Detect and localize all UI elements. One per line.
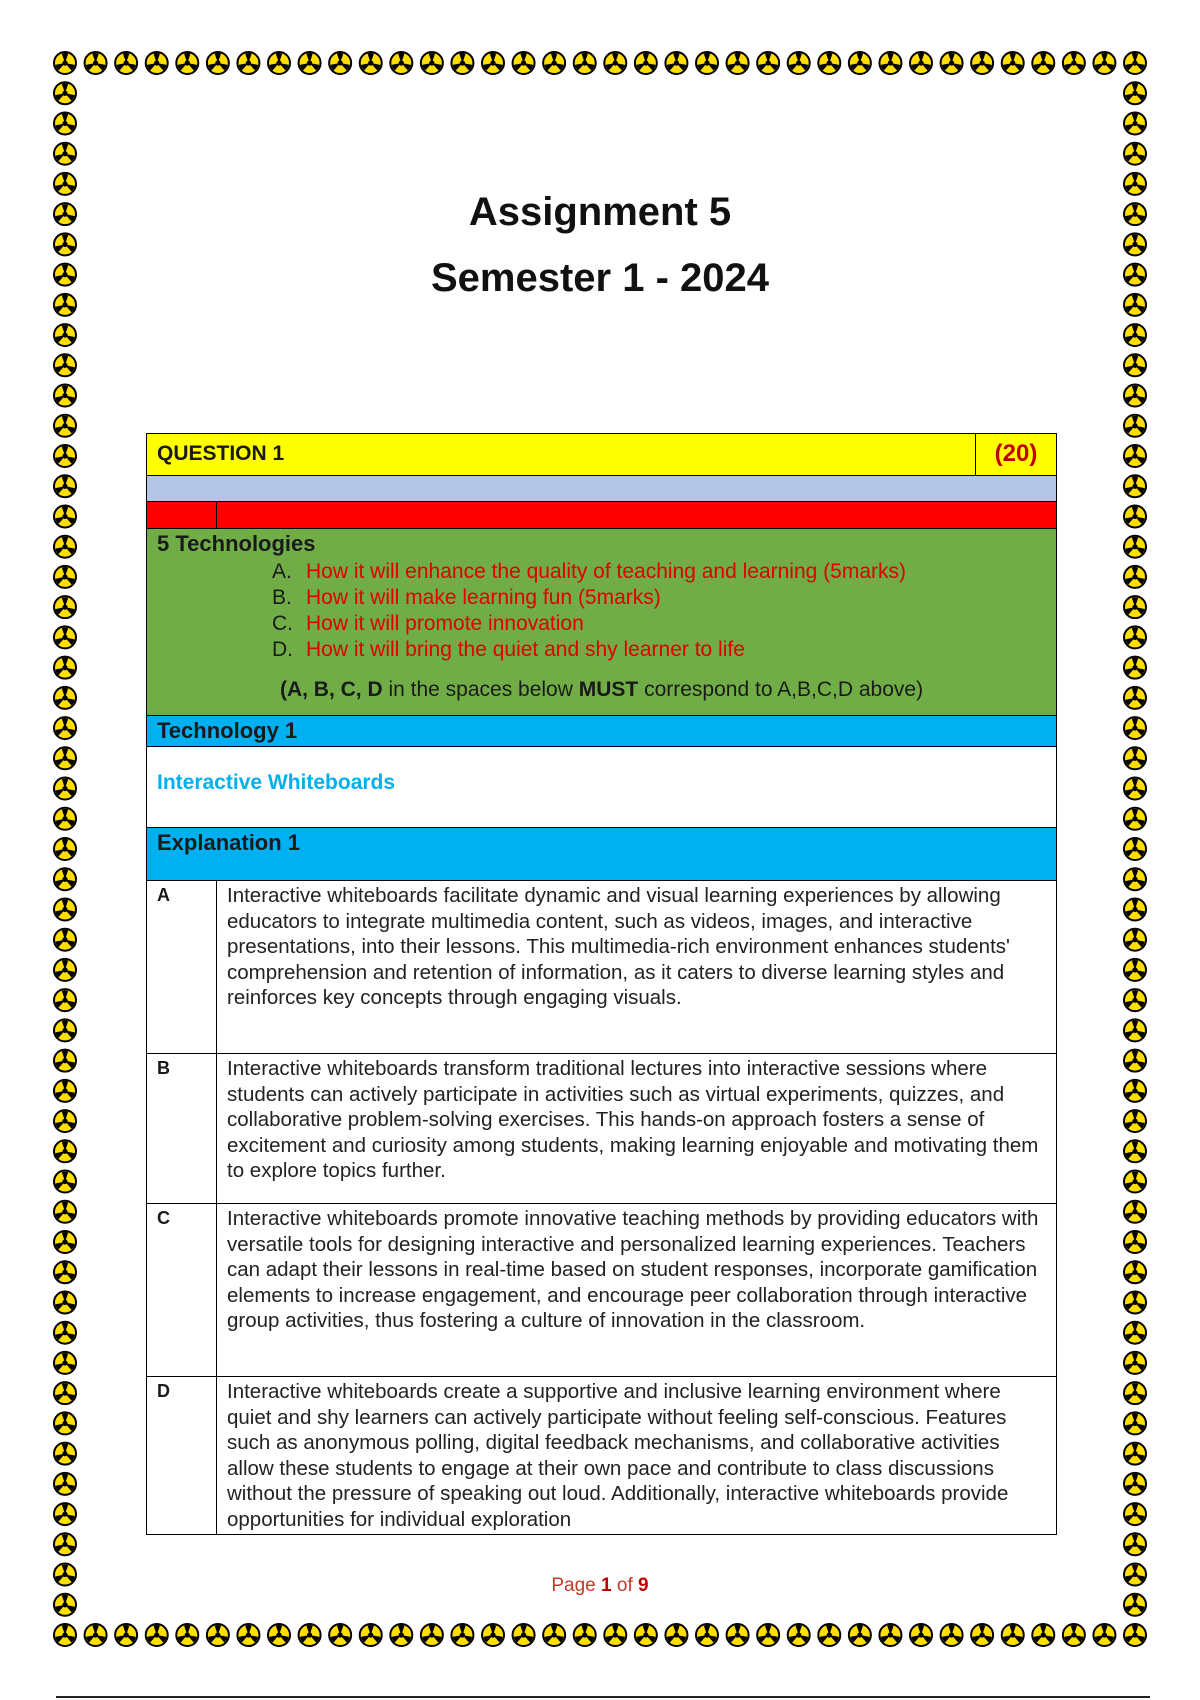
radiation-icon [879, 52, 901, 74]
radiation-icon [360, 1624, 382, 1646]
radiation-icon [574, 52, 596, 74]
radiation-icon [879, 1624, 901, 1646]
radiation-icon [1093, 1624, 1115, 1646]
radiation-icon [1124, 626, 1146, 648]
radiation-icon [54, 385, 76, 407]
radiation-icon [54, 1533, 76, 1555]
radiation-icon [910, 52, 932, 74]
radiation-icon [665, 52, 687, 74]
radiation-icon [1124, 1231, 1146, 1253]
footer-total-pages: 9 [638, 1575, 649, 1596]
radiation-icon [54, 989, 76, 1011]
radiation-icon [513, 1624, 535, 1646]
radiation-icon [1124, 143, 1146, 165]
radiation-icon [1124, 1412, 1146, 1434]
radiation-icon [54, 778, 76, 800]
radiation-icon [54, 1019, 76, 1041]
radiation-icon [1124, 1473, 1146, 1495]
radiation-icon [1124, 687, 1146, 709]
explanation-label: Explanation 1 [147, 828, 1057, 881]
radiation-icon [1124, 747, 1146, 769]
radiation-icon [54, 1110, 76, 1132]
radiation-icon [513, 52, 535, 74]
criteria-item: B. How it will make learning fun (5marks) [272, 586, 661, 609]
radiation-icon [635, 1624, 657, 1646]
radiation-icon [1124, 1171, 1146, 1193]
red-band-left [147, 502, 217, 529]
radiation-icon [329, 1624, 351, 1646]
radiation-icon [1124, 1140, 1146, 1162]
radiation-icon [54, 324, 76, 346]
radiation-icon [788, 1624, 810, 1646]
page-subtitle: Semester 1 - 2024 [430, 256, 769, 300]
radiation-icon [1124, 1533, 1146, 1555]
radiation-icon [543, 1624, 565, 1646]
radiation-icon [360, 52, 382, 74]
radiation-icon [54, 505, 76, 527]
radiation-icon [604, 1624, 626, 1646]
radiation-icon [176, 1624, 198, 1646]
radiation-icon [1124, 1019, 1146, 1041]
radiation-icon [85, 52, 107, 74]
radiation-icon [299, 1624, 321, 1646]
radiation-icon [54, 929, 76, 951]
row-text: Interactive whiteboards promote innovative teaching methods by providing educators with versatile tools for designing interactive and personalized learning experiences. Teachers can adapt their lessons in real-time based on student responses, incorporate gamification elements to increase engagement, and encourage peer collaboration through interactive group activities, thus fostering a culture of innovation in the classroom. [217, 1204, 1057, 1377]
radiation-icon [788, 52, 810, 74]
radiation-icon [757, 52, 779, 74]
radiation-icon [482, 1624, 504, 1646]
question-label: QUESTION 1 [147, 434, 976, 476]
radiation-icon [1124, 82, 1146, 104]
radiation-icon [54, 1503, 76, 1525]
table-row [147, 881, 1057, 1054]
radiation-icon [54, 82, 76, 104]
blue-band [147, 476, 1057, 502]
radiation-icon [54, 445, 76, 467]
radiation-icon [85, 1624, 107, 1646]
radiation-icon [1124, 657, 1146, 679]
radiation-icon [1124, 1322, 1146, 1344]
radiation-icon [1002, 1624, 1024, 1646]
radiation-icon [54, 1624, 76, 1646]
radiation-icon [604, 52, 626, 74]
radiation-icon [54, 626, 76, 648]
footer-current-page: 1 [601, 1575, 612, 1596]
row-letter: A [147, 881, 217, 1054]
radiation-icon [207, 1624, 229, 1646]
radiation-icon [1063, 1624, 1085, 1646]
row-text: Interactive whiteboards create a supportive and inclusive learning environment where quiet and shy learners can actively participate without feeling self-conscious. Features such as anonymous polling, digital feedback mechanisms, and collaborative activities allow these students to engage at their own pace and contribute to class discussions without the pressure of speaking out loud. Additionally, interactive whiteboards provide opportunities for individual exploration [217, 1377, 1057, 1535]
question-marks: (20) [976, 434, 1057, 476]
technology-name: Interactive Whiteboards [147, 747, 1057, 828]
radiation-icon [941, 52, 963, 74]
radiation-icon [54, 1050, 76, 1072]
radiation-icon [54, 717, 76, 739]
row-letter: D [147, 1377, 217, 1535]
radiation-icon [1124, 1050, 1146, 1072]
radiation-icon [54, 354, 76, 376]
radiation-icon [1002, 52, 1024, 74]
bottom-rule [56, 1696, 1150, 1698]
radiation-icon [54, 1443, 76, 1465]
radiation-icon [1124, 1110, 1146, 1132]
radiation-icon [54, 233, 76, 255]
radiation-icon [54, 1412, 76, 1434]
radiation-icon [115, 52, 137, 74]
radiation-icon [54, 112, 76, 134]
row-letter: C [147, 1204, 217, 1377]
radiation-icon [1124, 233, 1146, 255]
row-text: Interactive whiteboards transform traditional lectures into interactive sessions where students can actively participate in activities such as virtual experiments, quizzes, and collaborative problem-solving exercises. This hands-on approach fosters a sense of excitement and curiosity among students, making learning enjoyable and motivating them to explore topics further. [217, 1054, 1057, 1204]
radiation-icon [818, 52, 840, 74]
radiation-icon [54, 1594, 76, 1616]
radiation-icon [1124, 505, 1146, 527]
radiation-icon [1124, 1291, 1146, 1313]
page-title: Assignment 5 [468, 190, 732, 234]
radiation-icon [971, 52, 993, 74]
red-band-row [147, 502, 1057, 529]
radiation-icon [54, 1382, 76, 1404]
radiation-icon [54, 596, 76, 618]
radiation-icon [54, 536, 76, 558]
radiation-icon [54, 143, 76, 165]
footer-of-word: of [616, 1575, 633, 1596]
radiation-icon [54, 657, 76, 679]
radiation-icon [1124, 808, 1146, 830]
radiation-icon [1124, 354, 1146, 376]
radiation-icon [818, 1624, 840, 1646]
criteria-item: C. How it will promote innovation [272, 612, 584, 635]
radiation-icon [54, 808, 76, 830]
radiation-icon [635, 52, 657, 74]
blue-band-row [147, 476, 1057, 502]
radiation-icon [54, 1322, 76, 1344]
radiation-icon [1124, 1382, 1146, 1404]
radiation-icon [574, 1624, 596, 1646]
radiation-icon [54, 1201, 76, 1223]
radiation-icon [54, 1261, 76, 1283]
explanation-label-row [147, 828, 1057, 881]
radiation-icon [421, 1624, 443, 1646]
radiation-icon [54, 898, 76, 920]
radiation-icon [54, 1171, 76, 1193]
radiation-icon [696, 52, 718, 74]
radiation-icon [849, 1624, 871, 1646]
radiation-icon [54, 566, 76, 588]
radiation-icon [1124, 1201, 1146, 1223]
radiation-icon [329, 52, 351, 74]
question-table [146, 433, 1057, 1535]
radiation-icon [54, 1352, 76, 1374]
radiation-icon [1124, 1443, 1146, 1465]
radiation-icon [1032, 52, 1054, 74]
radiation-icon [115, 1624, 137, 1646]
radiation-icon [757, 1624, 779, 1646]
table-row [147, 1054, 1057, 1204]
radiation-icon [54, 687, 76, 709]
radiation-icon [1124, 1261, 1146, 1283]
technologies-heading: 5 Technologies [157, 531, 316, 556]
radiation-icon [54, 868, 76, 890]
radiation-icon [1124, 717, 1146, 739]
radiation-icon [451, 52, 473, 74]
radiation-icon [268, 1624, 290, 1646]
technology-name-row [147, 747, 1057, 828]
table-row [147, 1204, 1057, 1377]
radiation-icon [1124, 898, 1146, 920]
technology-label: Technology 1 [147, 716, 1057, 747]
radiation-icon [237, 52, 259, 74]
table-row [147, 1377, 1057, 1535]
radiation-icon [1124, 929, 1146, 951]
radiation-icon [54, 415, 76, 437]
radiation-icon [421, 52, 443, 74]
radiation-icon [54, 1473, 76, 1495]
radiation-icon [54, 747, 76, 769]
radiation-icon [176, 52, 198, 74]
radiation-icon [299, 52, 321, 74]
radiation-icon [727, 52, 749, 74]
radiation-icon [54, 1231, 76, 1253]
radiation-icon [1124, 1503, 1146, 1525]
radiation-icon [1124, 959, 1146, 981]
criteria-item: D. How it will bring the quiet and shy learner to life [272, 638, 745, 661]
radiation-icon [1124, 778, 1146, 800]
radiation-icon [1124, 596, 1146, 618]
radiation-icon [543, 52, 565, 74]
radiation-icon [849, 52, 871, 74]
radiation-icon [390, 1624, 412, 1646]
radiation-icon [1124, 475, 1146, 497]
radiation-icon [54, 52, 76, 74]
radiation-icon [54, 475, 76, 497]
radiation-icon [237, 1624, 259, 1646]
radiation-icon [482, 52, 504, 74]
radiation-icon [1124, 415, 1146, 437]
radiation-icon [1032, 1624, 1054, 1646]
radiation-icon [1124, 445, 1146, 467]
row-letter: B [147, 1054, 217, 1204]
radiation-icon [54, 1140, 76, 1162]
radiation-icon [1093, 52, 1115, 74]
radiation-icon [54, 1291, 76, 1313]
radiation-icon [1124, 52, 1146, 74]
radiation-icon [941, 1624, 963, 1646]
radiation-icon [1124, 1080, 1146, 1102]
radiation-icon [971, 1624, 993, 1646]
footer-page-word: Page [551, 1575, 596, 1596]
radiation-icon [1124, 989, 1146, 1011]
row-text: Interactive whiteboards facilitate dynamic and visual learning experiences by allowing educators to integrate multimedia content, such as videos, images, and interactive presentations, into their lessons. This multimedia-rich environment enhances students' comprehension and retention of information, as it caters to diverse learning styles and reinforces key concepts through engaging visuals. [217, 881, 1057, 1054]
question-header-row [147, 434, 1057, 476]
radiation-icon [54, 1080, 76, 1102]
red-band-right [217, 502, 1057, 529]
radiation-icon [1124, 868, 1146, 890]
radiation-icon [54, 838, 76, 860]
correspondence-note: (A, B, C, D in the spaces below MUST correspond to A,B,C,D above) [279, 678, 924, 701]
radiation-icon [1124, 324, 1146, 346]
radiation-icon [1124, 385, 1146, 407]
radiation-icon [1124, 1352, 1146, 1374]
radiation-icon [54, 959, 76, 981]
technologies-block-row [147, 529, 1057, 716]
radiation-icon [1124, 566, 1146, 588]
radiation-icon [390, 52, 412, 74]
radiation-icon [1124, 112, 1146, 134]
radiation-icon [910, 1624, 932, 1646]
radiation-icon [451, 1624, 473, 1646]
technology-label-row [147, 716, 1057, 747]
radiation-icon [1063, 52, 1085, 74]
radiation-icon [1124, 1594, 1146, 1616]
radiation-icon [207, 52, 229, 74]
radiation-icon [1124, 1624, 1146, 1646]
radiation-icon [146, 1624, 168, 1646]
page-footer [0, 1575, 1200, 1597]
radiation-icon [665, 1624, 687, 1646]
criteria-list [157, 559, 1046, 663]
technologies-block [147, 529, 1057, 716]
radiation-icon [1124, 536, 1146, 558]
radiation-icon [268, 52, 290, 74]
radiation-icon [696, 1624, 718, 1646]
radiation-icon [1124, 838, 1146, 860]
radiation-icon [727, 1624, 749, 1646]
radiation-icon [146, 52, 168, 74]
criteria-item: A. How it will enhance the quality of teaching and learning (5marks) [272, 560, 906, 583]
